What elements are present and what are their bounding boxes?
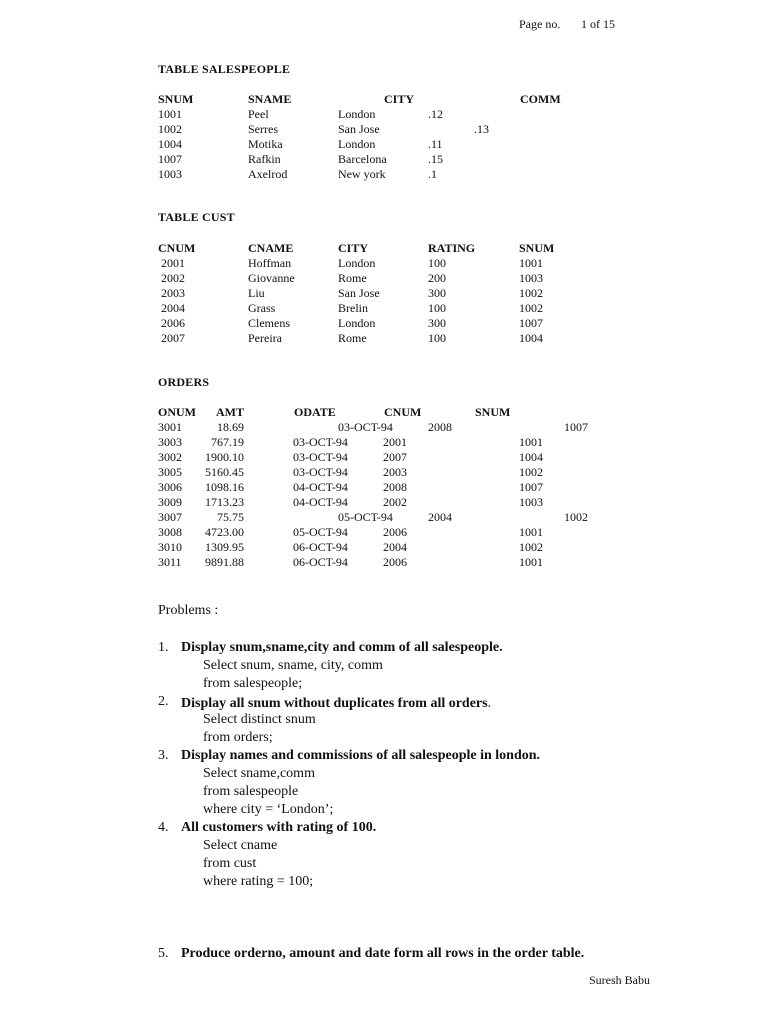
cell: 1004 (519, 331, 543, 345)
cell: Rafkin (248, 152, 281, 166)
sql-line: Select distinct snum (203, 712, 316, 727)
cust-header-cname: CNAME (248, 241, 294, 255)
cell: 4723.00 (205, 525, 244, 539)
problem-title-suffix: . (487, 696, 492, 711)
cell: 1003 (519, 271, 543, 285)
orders-header-amt: AMT (216, 405, 244, 419)
cell: London (338, 137, 376, 151)
cell: 3008 (158, 525, 182, 539)
cell: 03-OCT-94 (293, 435, 348, 449)
cell: 1001 (519, 256, 543, 270)
cell: 03-OCT-94 (293, 465, 348, 479)
orders-header-snum: SNUM (475, 405, 511, 419)
cell: 1004 (519, 450, 543, 464)
cell: 100 (428, 256, 446, 270)
cell: 1002 (158, 122, 182, 136)
cell: Rome (338, 331, 367, 345)
cell: Brelin (338, 301, 368, 315)
problem-title: Display names and commissions of all salespeople in london. (181, 748, 541, 763)
cell: Rome (338, 271, 367, 285)
cell: 2007 (161, 331, 185, 345)
cell: 2004 (383, 540, 407, 554)
cust-header-city: CITY (338, 241, 369, 255)
cell: 18.69 (217, 420, 244, 434)
cell: New york (338, 167, 386, 181)
cust-header-rating: RATING (428, 241, 476, 255)
problem-title-wrap (181, 694, 491, 712)
cell: 1001 (519, 435, 543, 449)
cust-header-cnum: CNUM (158, 241, 196, 255)
cell: .11 (428, 137, 443, 151)
cell: 3006 (158, 480, 182, 494)
cell: .12 (428, 107, 443, 121)
cell: 1003 (158, 167, 182, 181)
problem-number: 5. (158, 946, 169, 961)
cell: 100 (428, 331, 446, 345)
sql-line: Select sname,comm (203, 766, 315, 781)
salespeople-header-city: CITY (384, 92, 415, 106)
cell: 05-OCT-94 (293, 525, 348, 539)
cell: 03-OCT-94 (338, 420, 393, 434)
cell: .1 (428, 167, 437, 181)
sql-line: from salespeople; (203, 676, 303, 691)
cell: .15 (428, 152, 443, 166)
cell: Peel (248, 107, 269, 121)
page-number-value: 1 of 15 (581, 17, 615, 31)
problem-title: All customers with rating of 100. (181, 820, 377, 835)
sql-line: where city = ‘London’; (203, 802, 334, 817)
cell: 100 (428, 301, 446, 315)
sql-line: Select cname (203, 838, 278, 853)
page-number-label: Page no. (519, 17, 561, 31)
salespeople-title: TABLE SALESPEOPLE (158, 62, 291, 76)
cell: 2008 (383, 480, 407, 494)
cell: 1001 (519, 525, 543, 539)
cell: 1900.10 (205, 450, 244, 464)
cell: Clemens (248, 316, 290, 330)
orders-header-onum: ONUM (158, 405, 196, 419)
sql-line: from salespeople (203, 784, 299, 799)
cell: 2006 (383, 555, 407, 569)
problems-heading: Problems : (158, 603, 219, 618)
cell: Giovanne (248, 271, 295, 285)
cell: Liu (248, 286, 265, 300)
cell: 1004 (158, 137, 182, 151)
cell: 2001 (383, 435, 407, 449)
cell: London (338, 316, 376, 330)
cust-title: TABLE CUST (158, 210, 235, 224)
cell: 3005 (158, 465, 182, 479)
cell: London (338, 256, 376, 270)
cell: 1002 (519, 465, 543, 479)
cell: 2004 (428, 510, 452, 524)
cell: 1007 (158, 152, 182, 166)
cell: 2001 (161, 256, 185, 270)
cell: 1002 (519, 301, 543, 315)
cell: 3009 (158, 495, 182, 509)
cell: 767.19 (211, 435, 244, 449)
cell: 1001 (519, 555, 543, 569)
cell: 9891.88 (205, 555, 244, 569)
cell: Motika (248, 137, 283, 151)
cust-header-snum: SNUM (519, 241, 555, 255)
orders-title: ORDERS (158, 375, 210, 389)
cell: 1007 (519, 316, 543, 330)
cell: 1002 (519, 540, 543, 554)
cell: 3011 (158, 555, 182, 569)
cell: 3002 (158, 450, 182, 464)
cell: 2002 (161, 271, 185, 285)
problem-title: Produce orderno, amount and date form all rows in the order table. (181, 946, 585, 961)
cell: Hoffman (248, 256, 292, 270)
cell: 2004 (161, 301, 185, 315)
problem-number: 4. (158, 820, 169, 835)
cell: 3003 (158, 435, 182, 449)
cell: 1001 (158, 107, 182, 121)
cell: Serres (248, 122, 278, 136)
problem-number: 1. (158, 640, 169, 655)
problem-number: 3. (158, 748, 169, 763)
cell: 2007 (383, 450, 407, 464)
cell: San Jose (338, 122, 380, 136)
orders-header-cnum: CNUM (384, 405, 422, 419)
problem-title: Display snum,sname,city and comm of all salespeople. (181, 640, 503, 655)
cell: 04-OCT-94 (293, 480, 348, 494)
cell: 05-OCT-94 (338, 510, 393, 524)
problem-number: 2. (158, 694, 169, 709)
salespeople-header-comm: COMM (520, 92, 561, 106)
cell: Grass (248, 301, 276, 315)
sql-line: from cust (203, 856, 257, 871)
cell: Barcelona (338, 152, 387, 166)
cell: 03-OCT-94 (293, 450, 348, 464)
cell: 2002 (383, 495, 407, 509)
salespeople-header-snum: SNUM (158, 92, 194, 106)
cell: 300 (428, 286, 446, 300)
cell: 04-OCT-94 (293, 495, 348, 509)
cell: 2003 (161, 286, 185, 300)
cell: 2006 (161, 316, 185, 330)
orders-header-odate: ODATE (294, 405, 336, 419)
cell: 5160.45 (205, 465, 244, 479)
cell: 1007 (564, 420, 588, 434)
cell: 2003 (383, 465, 407, 479)
sql-line: Select snum, sname, city, comm (203, 658, 383, 673)
cell: London (338, 107, 376, 121)
cell: 3001 (158, 420, 182, 434)
sql-line: from orders; (203, 730, 273, 745)
problem-title: Display all snum without duplicates from all orders (181, 696, 488, 711)
cell: 1007 (519, 480, 543, 494)
cell: 2008 (428, 420, 452, 434)
cell: 3007 (158, 510, 182, 524)
cell: 1713.23 (205, 495, 244, 509)
cell: 3010 (158, 540, 182, 554)
cell: Pereira (248, 331, 282, 345)
cell: 2006 (383, 525, 407, 539)
cell: San Jose (338, 286, 380, 300)
cell: 1098.16 (205, 480, 244, 494)
cell: 1002 (519, 286, 543, 300)
cell: 200 (428, 271, 446, 285)
sql-line: where rating = 100; (203, 874, 314, 889)
cell: 06-OCT-94 (293, 540, 348, 554)
cell: 1309.95 (205, 540, 244, 554)
cell: .13 (474, 122, 489, 136)
salespeople-header-sname: SNAME (248, 92, 292, 106)
cell: 300 (428, 316, 446, 330)
cell: 1002 (564, 510, 588, 524)
cell: 1003 (519, 495, 543, 509)
cell: Axelrod (248, 167, 288, 181)
cell: 06-OCT-94 (293, 555, 348, 569)
cell: 75.75 (217, 510, 244, 524)
footer-author: Suresh Babu (589, 973, 650, 987)
